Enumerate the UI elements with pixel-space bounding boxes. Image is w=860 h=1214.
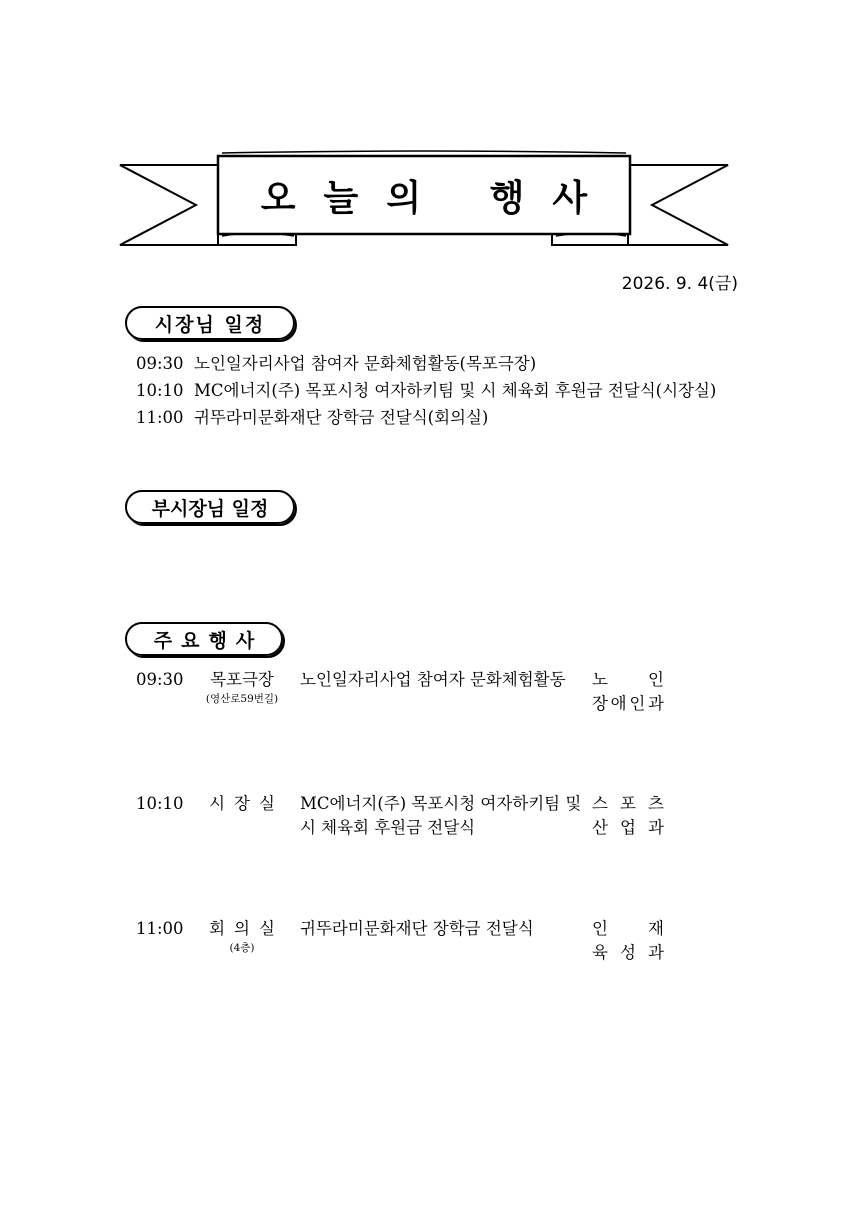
description-line: 시 체육회 후원금 전달식: [300, 818, 476, 837]
list-item: [136, 404, 716, 431]
event-description: [300, 792, 590, 840]
event-department: [592, 917, 664, 965]
section-deputy-mayor-schedule: 부시장님 일정: [125, 490, 295, 524]
event-time: 09:30: [136, 670, 184, 689]
event-time: 11:00: [136, 408, 184, 427]
description-line: 노인일자리사업 참여자 문화체험활동: [300, 670, 566, 689]
department-char: 성: [620, 943, 636, 962]
department-char: 애: [610, 694, 627, 713]
department-line: [592, 917, 664, 941]
place-detail: (4층): [229, 942, 255, 954]
mayor-schedule-list: [136, 350, 716, 431]
event-place: [196, 917, 288, 955]
department-line: [592, 792, 664, 816]
department-char: 포: [620, 794, 636, 813]
section-main-events: 주요행사: [125, 622, 283, 656]
department-char: 업: [620, 818, 636, 837]
event-time: 10:10: [136, 381, 184, 400]
section-mayor-schedule: 시장님 일정: [125, 306, 295, 340]
department-char: 츠: [648, 794, 664, 813]
department-line: [592, 941, 664, 965]
description-line: MC에너지(주) 목포시청 여자하키팀 및: [300, 794, 582, 813]
department-char: 노: [592, 670, 608, 689]
department-char: 스: [592, 794, 608, 813]
department-char: 인: [592, 919, 608, 938]
event-time: 11:00: [136, 919, 184, 938]
event-description: [300, 668, 590, 692]
department-line: [592, 668, 664, 692]
event-place: [196, 792, 288, 816]
department-char: 장: [592, 694, 608, 713]
list-item: [136, 350, 716, 377]
schedule-date: 2026. 9. 4(금): [621, 274, 738, 294]
department-char: 과: [648, 694, 664, 713]
event-place: [196, 668, 288, 706]
place-name: 회의실: [209, 919, 284, 938]
event-time: 09:30: [136, 354, 184, 373]
department-char: 산: [592, 818, 608, 837]
department-char: 육: [592, 943, 608, 962]
event-text: MC에너지(주) 목포시청 여자하키팀 및 시 체육회 후원금 전달식(시장실): [194, 381, 717, 400]
place-name: 시장실: [209, 794, 284, 813]
department-char: 재: [648, 919, 664, 938]
event-text: 귀뚜라미문화재단 장학금 전달식(회의실): [194, 408, 489, 427]
department-char: 인: [648, 670, 664, 689]
department-line: [592, 816, 664, 840]
department-line: [592, 692, 664, 716]
department-char: 인: [629, 694, 646, 713]
event-text: 노인일자리사업 참여자 문화체험활동(목포극장): [194, 354, 537, 373]
event-time: 10:10: [136, 794, 184, 813]
place-detail: (영산로59번길): [205, 693, 279, 705]
list-item: [136, 377, 716, 404]
department-char: 과: [648, 943, 664, 962]
place-name: 목포극장: [210, 670, 274, 689]
event-department: [592, 668, 664, 716]
event-description: [300, 917, 590, 941]
description-line: 귀뚜라미문화재단 장학금 전달식: [300, 919, 534, 938]
page-title: 오늘의 행사: [260, 177, 616, 219]
event-department: [592, 792, 664, 840]
department-char: 과: [648, 818, 664, 837]
